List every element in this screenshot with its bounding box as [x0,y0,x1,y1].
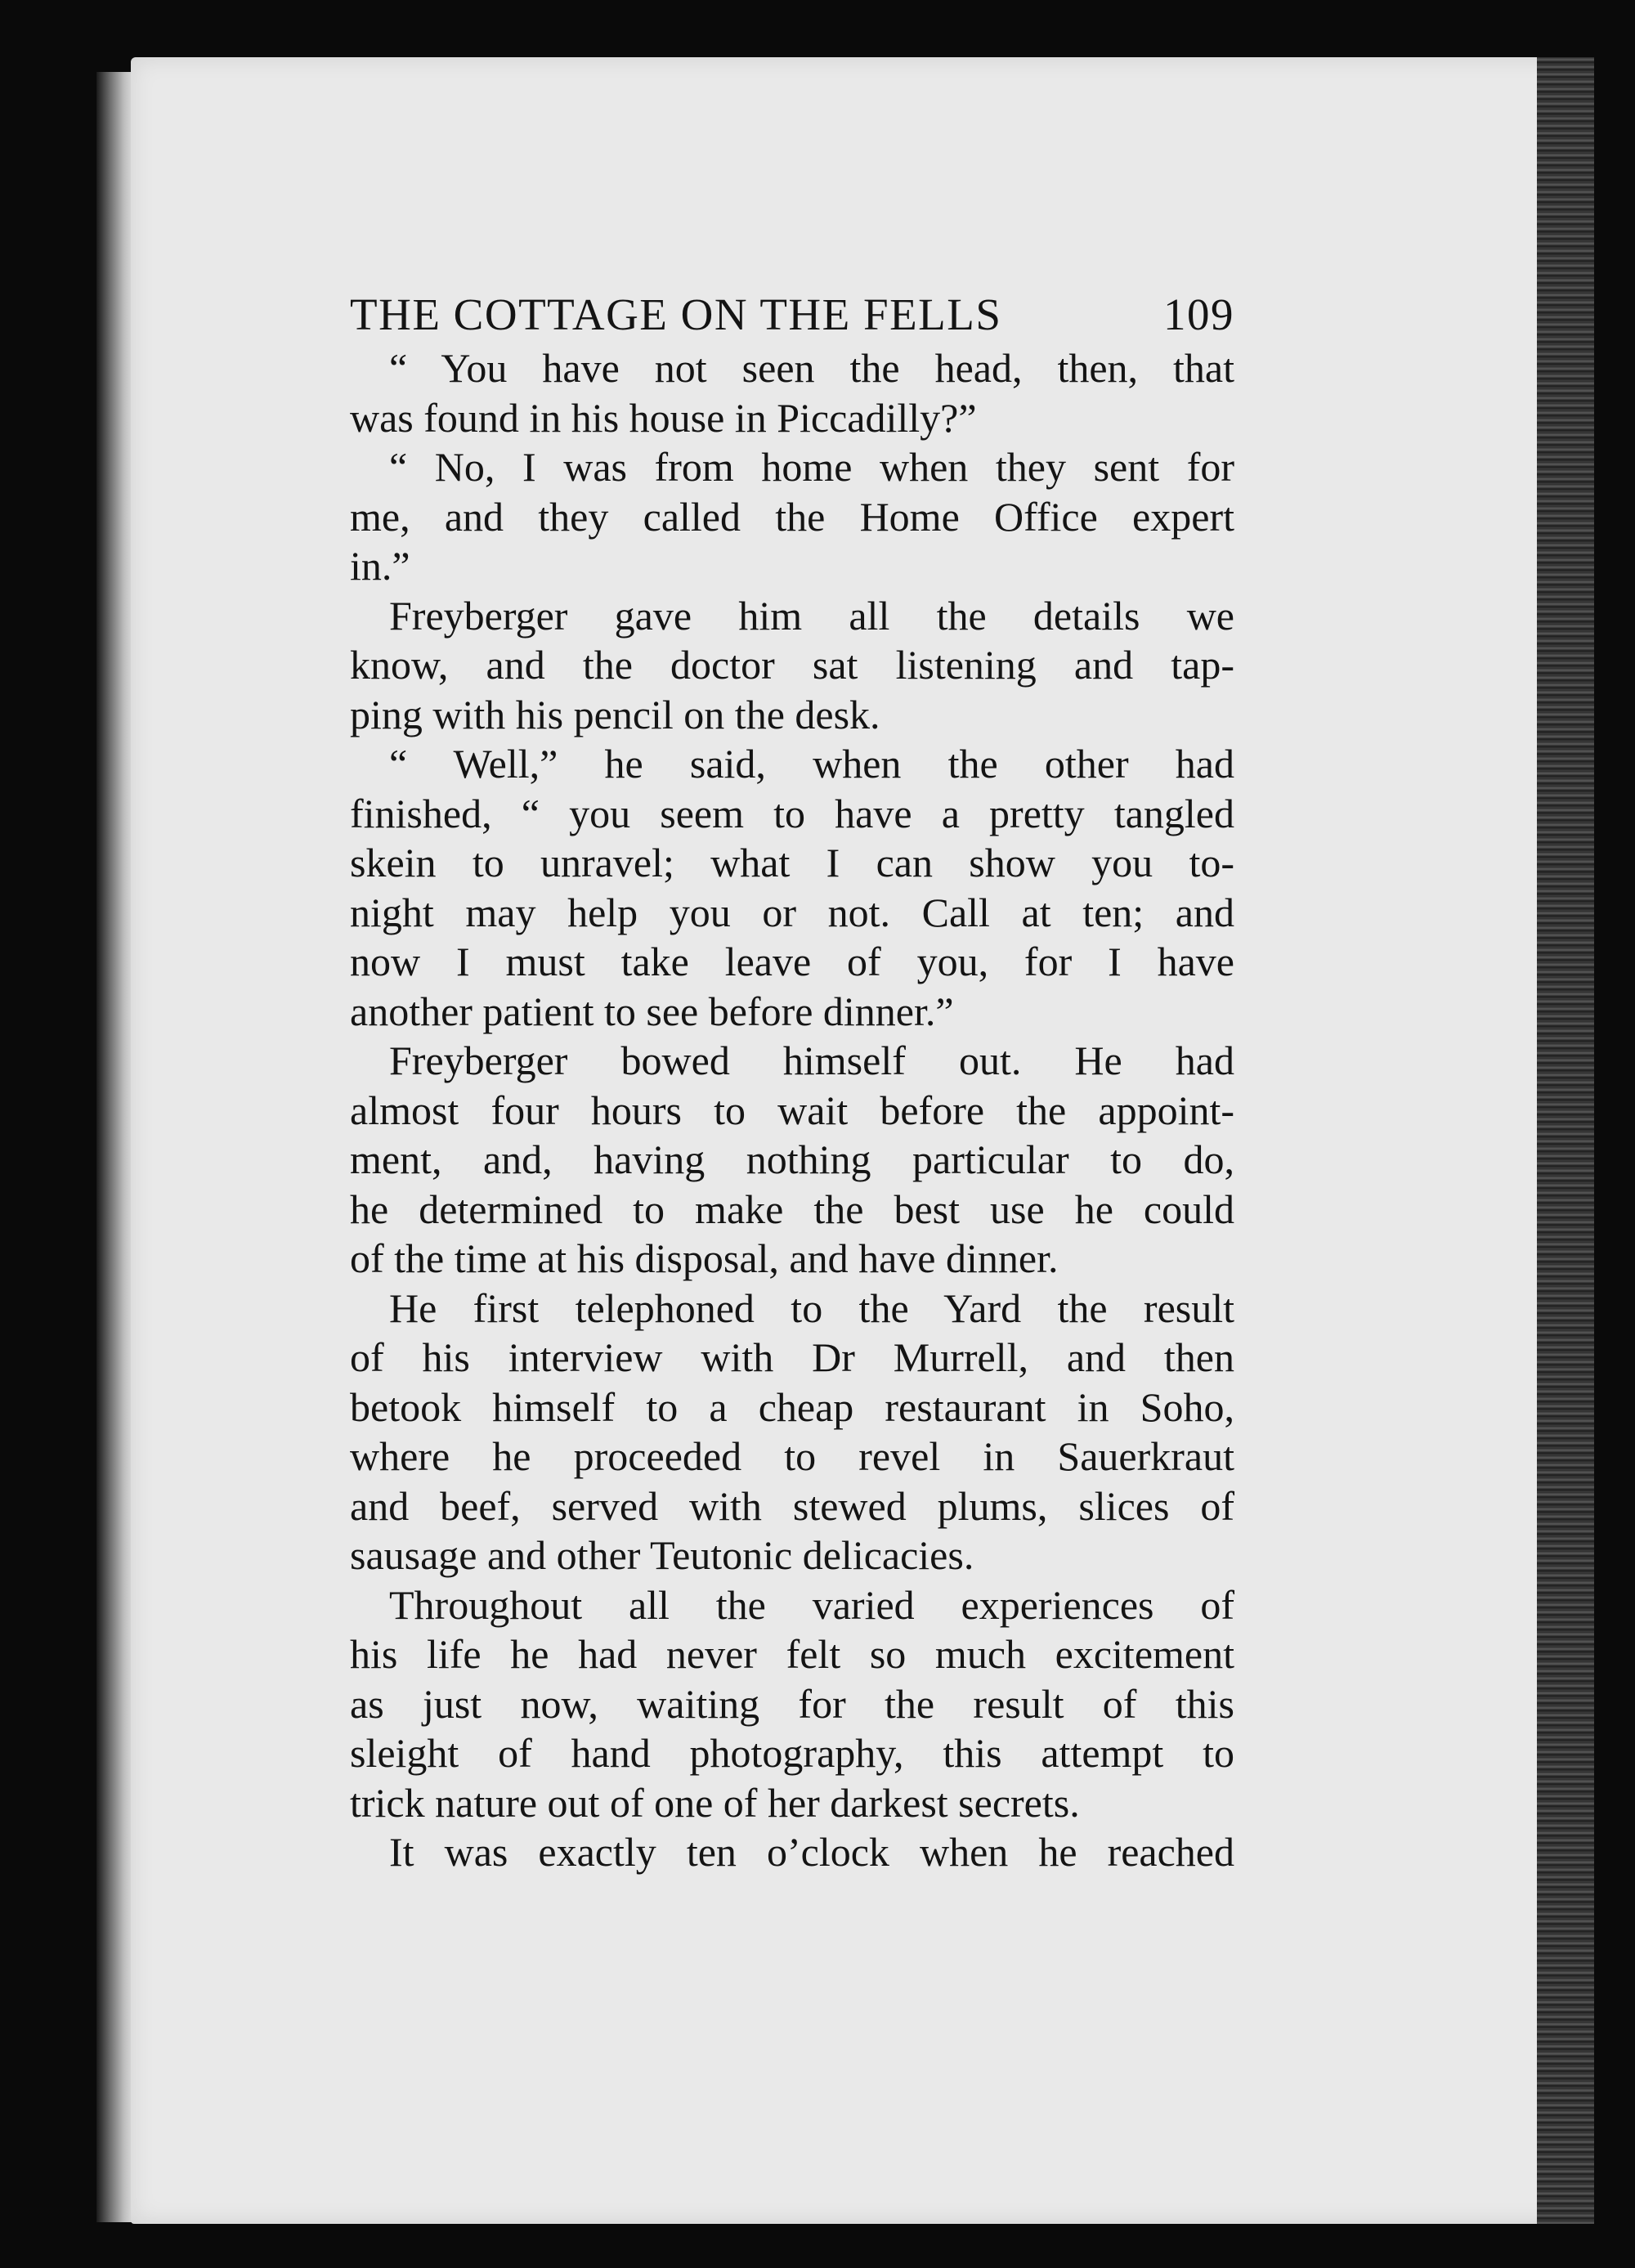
text-line: of the time at his disposal, and have dinner. [350,1235,1059,1281]
text-line: Throughout all the varied experiences of [389,1581,1234,1628]
text-line: another patient to see before dinner.” [350,988,954,1034]
text-line: ment, and, having nothing particular to do, [350,1136,1234,1182]
text-line: betook himself to a cheap restaurant in Soho, [350,1383,1234,1430]
text-line: was found in his house in Piccadilly?” [350,394,977,441]
text-line: almost four hours to wait before the appoint- [350,1087,1234,1133]
text-line: sleight of hand photography, this attempt to [350,1730,1234,1776]
text-line: his life he had never felt so much excitement [350,1631,1234,1677]
text-line: of his interview with Dr Murrell, and then [350,1334,1234,1380]
text-line: He first telephoned to the Yard the result [389,1284,1234,1331]
page-text [350,286,1234,1877]
text-line: ping with his pencil on the desk. [350,691,880,737]
text-line: Freyberger gave him all the details we [389,592,1234,639]
text-line: and beef, served with stewed plums, slices of [350,1482,1234,1529]
text-line: “ Well,” he said, when the other had [389,741,1234,787]
text-line: me, and they called the Home Office expert [350,493,1234,540]
running-head-title: THE COTTAGE ON THE FELLS [350,289,1002,339]
text-line: where he proceeded to revel in Sauerkraut [350,1433,1234,1479]
text-line: finished, “ you seem to have a pretty tangled [350,790,1234,836]
text-line: Freyberger bowed himself out. He had [389,1038,1234,1083]
page-right-edge [1537,57,1594,2224]
text-line: trick nature out of one of her darkest secrets. [350,1779,1080,1826]
text-line: know, and the doctor sat listening and tap- [350,642,1234,688]
running-head [350,286,1234,343]
text-line: he determined to make the best use he could [350,1186,1234,1232]
text-line: “ You have not seen the head, then, that [389,345,1234,391]
text-line: sausage and other Teutonic delicacies. [350,1532,974,1578]
text-line: as just now, waiting for the result of this [350,1680,1234,1727]
text-line: night may help you or not. Call at ten; and [350,889,1234,935]
page-left-edge [96,72,136,2222]
text-line: “ No, I was from home when they sent for [389,444,1234,490]
text-line: now I must take leave of you, for I have [350,939,1234,984]
text-line: skein to unravel; what I can show you to- [350,840,1234,885]
page-number: 109 [1163,289,1234,339]
body-lines [350,343,1234,1877]
text-line: in.” [350,543,410,589]
text-line: It was exactly ten o’clock when he reached [389,1829,1234,1875]
